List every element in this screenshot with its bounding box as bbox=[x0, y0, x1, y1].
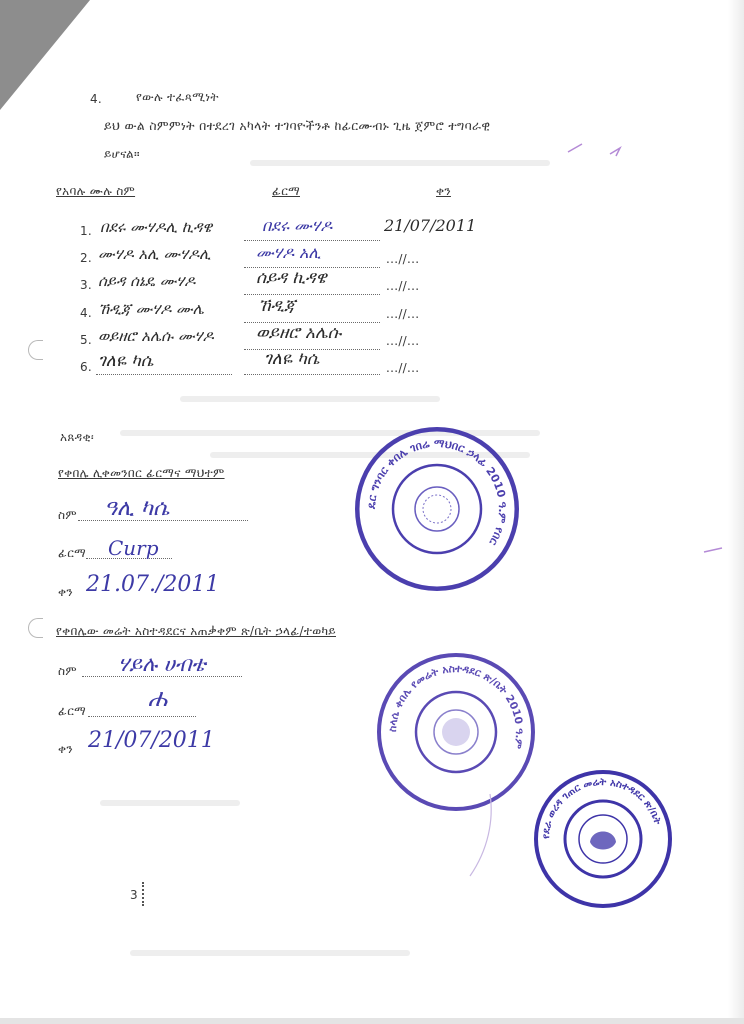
stamp-ring-text: ስላሴ ቀበሌ የመሬት አስተዳደር ጽ/ቤት 2010 ዓ.ም bbox=[386, 662, 526, 750]
row-number: 1. bbox=[80, 224, 93, 238]
page-edge bbox=[728, 0, 744, 1024]
name-line bbox=[96, 374, 232, 375]
stamp-ring-text: ዴር ግንባር ቀበሌ ገበሬ ማህበር ኃላፊ 2010 ዓ.ም የበር bbox=[364, 436, 510, 548]
ink-mark bbox=[460, 790, 500, 880]
member-signature: ሙሃዶ አሊ bbox=[256, 243, 321, 262]
member-date: ...//... bbox=[386, 334, 420, 348]
office-signature-label: ፊርማ bbox=[58, 704, 86, 718]
member-signature: ኸዲጃ bbox=[258, 296, 296, 316]
member-name: በደሩ ሙሃዶሊ ኪዳዌ bbox=[100, 218, 213, 236]
bleed-through bbox=[130, 950, 410, 956]
section-body-line2: ይሆናል። bbox=[104, 147, 140, 161]
approver-date: 21.07./2011 bbox=[86, 572, 220, 597]
office-name: ሃይሉ ሀብቴ bbox=[118, 652, 206, 676]
page-number-mark bbox=[142, 882, 146, 906]
row-number: 2. bbox=[80, 251, 93, 265]
section-number: 4. bbox=[90, 92, 103, 106]
bleed-through bbox=[250, 160, 550, 166]
ink-mark bbox=[560, 130, 630, 170]
bleed-through bbox=[180, 396, 440, 402]
section-heading: የውሉ ተፈጻሚነት bbox=[136, 90, 219, 104]
member-date: ...//... bbox=[386, 279, 420, 293]
member-signature: ገለዬ ካሴ bbox=[264, 349, 320, 369]
member-date: ...//... bbox=[386, 307, 420, 321]
member-date: 21/07/2011 bbox=[384, 216, 477, 235]
official-stamp bbox=[352, 424, 522, 594]
scan-corner-shadow bbox=[0, 0, 90, 110]
approver-date-label: ቀን bbox=[58, 585, 73, 599]
approver-name-label: ስም bbox=[58, 508, 77, 522]
approver-label: አጸዳቂ፡ bbox=[60, 430, 95, 444]
member-name: ሰይዳ ሰኔዴ ሙሃዶ bbox=[98, 272, 196, 290]
punch-hole bbox=[28, 340, 43, 360]
row-number: 3. bbox=[80, 278, 93, 292]
member-name: ገለዬ ካሴ bbox=[98, 351, 154, 371]
ink-mark bbox=[700, 540, 730, 560]
woreda-stamp bbox=[532, 768, 674, 910]
page-number: 3 bbox=[130, 888, 138, 902]
row-number: 6. bbox=[80, 360, 93, 374]
member-signature: ወይዘሮ አሌሱ bbox=[256, 323, 342, 343]
member-date: ...//... bbox=[386, 361, 420, 375]
column-header-date: ቀን bbox=[436, 184, 451, 198]
page-edge-bottom bbox=[0, 1018, 744, 1024]
stamp-ring-text: የደራ ወረዳ ገጠር መሬት አስተዳደር ጽ/ቤት bbox=[540, 776, 663, 840]
office-date-label: ቀን bbox=[58, 742, 73, 756]
member-signature: ሰይዳ ኪዳዌ bbox=[256, 268, 327, 288]
approver-signature-label: ፊርማ bbox=[58, 546, 86, 560]
signature-line bbox=[244, 240, 380, 241]
office-date: 21/07/2011 bbox=[88, 728, 215, 753]
row-number: 4. bbox=[80, 306, 93, 320]
signature-line bbox=[88, 716, 196, 717]
member-signature: በደሩ ሙሃዶ bbox=[262, 216, 333, 235]
approver-name: ዓሊ ካሴ bbox=[104, 496, 170, 521]
row-number: 5. bbox=[80, 333, 93, 347]
signature-line bbox=[244, 294, 380, 295]
member-name: ሙሃዶ አሊ ሙሃዶሊ bbox=[98, 245, 211, 263]
office-stamp bbox=[374, 650, 538, 814]
approver-signature: Curp bbox=[108, 536, 159, 560]
member-date: ...//... bbox=[386, 252, 420, 266]
column-header-name: የአባሉ ሙሉ ስም bbox=[56, 184, 136, 198]
member-name: ኸዲጃ ሙሃዶ ሙሌ bbox=[98, 300, 204, 318]
bleed-through bbox=[100, 800, 240, 806]
column-header-signature: ፊርማ bbox=[272, 184, 300, 198]
section-body-line1: ይህ ውል ስምምነት በተደረገ አካላት ተገባዮችንቶ ከፊርሙብኑ ጊዜ ጀምሮ ተግባራዊ bbox=[104, 118, 491, 133]
approver-title: የቀበሌ ሊቀመንበር ፊርማና ማህተም bbox=[58, 466, 225, 480]
office-title: የቀበሌው መሬት አስተዳደርና አጠቃቀም ጽ/ቤት ኃላፊ/ተወካይ bbox=[56, 624, 336, 638]
member-name: ወይዘሮ አሌሱ ሙሃዶ bbox=[98, 327, 214, 345]
office-signature: ሐ bbox=[148, 684, 168, 712]
signature-line bbox=[244, 374, 380, 375]
office-name-label: ስም bbox=[58, 664, 77, 678]
punch-hole bbox=[28, 618, 43, 638]
